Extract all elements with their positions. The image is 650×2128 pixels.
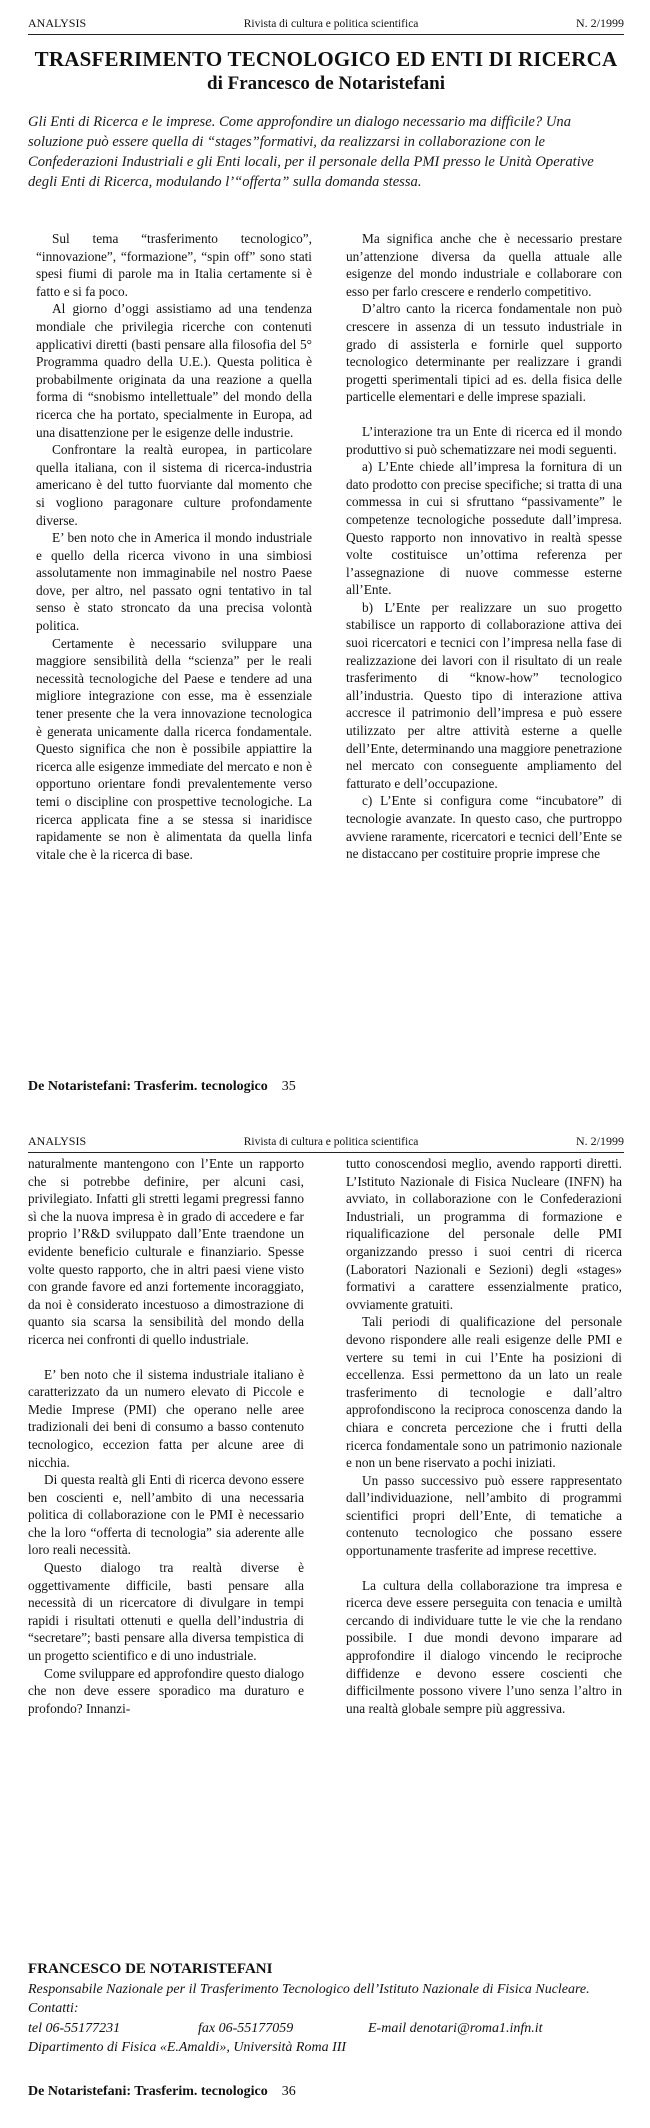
running-header [28,16,624,35]
body-columns [28,1155,622,1717]
paragraph: Questo dialogo tra realtà diverse è oggettivamente difficile, basti pensare alla necessità di un ricercatore di divulgare in tempi rapidi i risultati ottenuti e quella dell’industria di “secretare”; basti pensare alla diversa tempistica di un progetto scientifico e di uno industriale. [28,1560,304,1664]
issue-number: N. 2/1999 [575,16,624,30]
issue-number: N. 2/1999 [575,1134,624,1148]
paragraph: Un passo successivo può essere rappresentato dall’individuazione, nell’ambito di programmi scientifici propri dell’Ente, di tematiche a contenuto tecnologico che possano essere opportunamente trasferite ad imprese recettive. [346,1472,622,1559]
right-column [346,1155,622,1717]
page-footer [28,1079,296,1095]
paragraph: Ma significa anche che è necessario prestare un’attenzione diversa da quella attuale alle esigenze del mondo industriale e collaborare con esso per farlo crescere e renderlo competitivo. [346,231,622,299]
paragraph: E’ ben noto che il sistema industriale italiano è caratterizzato da un numero elevato di Piccole e Medie Imprese (PMI) che operano nelle aree tradizionali dei beni di consumo a basso contenuto tecnologico, eccezion fatta per alcune aree di nicchia. [28,1366,304,1470]
footer-label: De Notaristefani: Trasferim. tecnologico [28,1079,268,1094]
paragraph: Al giorno d’oggi assistiamo ad una tendenza mondiale che privilegia ricerche con contenuti applicativi diretti (basti pensare alla filosofia del 5° Programma quadro della U.E.). Questa politica è probabilmente originata da una reazione a quella forma di “snobismo intellettuale” del mondo della ricerca che ha portato, specialmente in Europa, ad una disattenzione per le esigenze delle industrie. [36,301,312,440]
fax-number: fax 06-55177059 [198,2020,294,2036]
paragraph: tutto conoscendosi meglio, avendo rapporti diretti. L’Istituto Nazionale di Fisica Nucleare (INFN) ha avviato, in collaborazione con le Confederazioni Industriali, un programma di formazione e riqualificazione del personale delle PMI organizzando presso i suoi centri di ricerca (Laboratori Nazionali e Sezioni) degli «stages» formativi a carattere essenzialmente pratico, ovviamente gratuiti. [346,1156,622,1312]
paragraph: naturalmente mantengono con l’Ente un rapporto che si potrebbe definire, per alcuni casi, privilegiato. Infatti gli stretti legami pregressi fanno sì che la nuova impresa è in grado di accedere e far proprio l’R&D sviluppato dall’Ente traendone un evidente beneficio culturale e finanziario. Spesse volte questo rapporto, che in altri paesi viene visto con grande favore ed anzi fortemente incoraggiato, da noi è considerato incestuoso a dimostrazione di quanto sia scarsa la sensibilità del mondo della ricerca nei confronti di quello industriale. [28,1156,304,1347]
contacts-row [28,2019,624,2039]
paragraph: Confrontare la realtà europea, in particolare quella italiana, con il sistema di ricerca-industria americano è del tutto fuorviante dal momento che si vogliono paragonare culture profondamente diverse. [36,442,312,528]
journal-name: ANALYSIS [28,1134,87,1148]
author-info [28,1960,624,2058]
running-header [28,1134,624,1153]
journal-page-35 [28,16,624,1116]
page-number: 35 [281,1079,296,1094]
body-columns [36,230,622,863]
author-role: Responsabile Nazionale per il Trasferimento Tecnologico dell’Istituto Nazionale di Fisica Nucleare. [28,1981,590,1997]
left-column [28,1155,304,1717]
paragraph: Di questa realtà gli Enti di ricerca devono essere ben coscienti e, nell’ambito di una necessaria politica di collaborazione con le PMI è necessario che la loro “offerta di tecnologia” sia aderente alle loro reali necessità. [28,1472,304,1558]
list-item: c) L’Ente si configura come “incubatore” di tecnologie avanzate. In questo caso, che purtroppo avviene raramente, ricercatori e tecnici dell’Ente se ne distaccano per costituire proprie imprese che [346,793,622,862]
page-number: 36 [281,2084,296,2099]
journal-subtitle: Rivista di cultura e politica scientifica [243,18,419,30]
paragraph: Tali periodi di qualificazione del personale devono rispondere alle reali esigenze delle PMI e vertere su temi in cui l’Ente ha posizioni di eccellenza. Essi permettono da un lato un reale trasferimento di tecnologie e dall’altro approfondiscono la reciproca conoscenza dando la chiara e concreta percezione che i frutti della ricerca fondamentale sono un patrimonio nazionale e non un bene riservato a pochi iniziati. [346,1314,622,1471]
article-title: TRASFERIMENTO TECNOLOGICO ED ENTI DI RICERCA [34,47,618,71]
paragraph: La cultura della collaborazione tra impresa e ricerca deve essere perseguita con tenacia e umiltà cercando di individuare tutte le vie che la rendano possibile. I due mondi devono imparare ad approfondire il dialogo vincendo le reciproche diffidenze e devono essere coscienti che difficilmente possono vivere l’uno senza l’altro in una realtà globale sempre più aggressiva. [346,1577,622,1716]
paragraph: Come sviluppare ed approfondire questo dialogo che non deve essere sporadico ma duraturo e profondo? Innanzi- [28,1665,304,1716]
paragraph: L’interazione tra un Ente di ricerca ed il mondo produttivo si può schematizzare nei modi seguenti. [346,423,622,457]
article-title-block [28,47,624,96]
footer-label: De Notaristefani: Trasferim. tecnologico [28,2084,268,2099]
author-name: FRANCESCO DE NOTARISTEFANI [28,1961,273,1977]
paragraph: Sul tema “trasferimento tecnologico”, “innovazione”, “formazione”, “spin off” sono stati spesi fiumi di parole ma in Italia certamente si è fatto e si fa poco. [36,231,312,299]
list-item: a) L’Ente chiede all’impresa la fornitura di un dato prodotto con precise specifiche; si tratta di una commessa in cui si sfruttano “passivamente” le competenze tecnologiche possedute dall’impresa. Questo rapporto non innovativo in realtà spesse volte costituisce un’ottima referenza per l’assegnazione di nuove commesse esterne all’Ente. [346,459,622,598]
phone-number: tel 06-55177231 [28,2020,121,2036]
article-abstract: Gli Enti di Ricerca e le imprese. Come approfondire un dialogo necessario ma difficile? Una soluzione può essere quella di “stages”formativi, da realizzarsi in collaborazione con le Confederazioni Industriali e gli Enti locali, per il personale della PMI presso le Unità Operative degli Enti di Ricerca, modulando l’“offerta” sulla domanda stessa. [28,114,594,190]
journal-page-36 [28,1134,624,2114]
journal-name: ANALYSIS [28,16,87,30]
page-footer [28,2084,296,2100]
right-column [346,230,622,863]
author-affiliation: Dipartimento di Fisica «E.Amaldi», Università Roma III [28,2040,347,2055]
paragraph: E’ ben noto che in America il mondo industriale e quello della ricerca vivono in una simbiosi assolutamente non immaginabile nel nostro Paese dove, per altro, nel passato ogni tentativo in tal senso è stato stroncato da una precisa volontà politica. [36,530,312,634]
email-address: E-mail denotari@roma1.infn.it [368,2020,543,2036]
left-column [36,230,312,863]
contacts-label: Contatti: [28,2001,79,2016]
paragraph: Certamente è necessario sviluppare una maggiore sensibilità della “scienza” per le reali necessità tecnologiche del Paese e tendere ad una migliore integrazione con esse, ma è essenziale tener presente che la vera innovazione tecnologica è generata unicamente dalla ricerca fondamentale. Questo significa che non è possibile appiattire la ricerca alle esigenze immediate del mercato e non è opportuno orientare fondi prevalentemente verso temi o discipline con prospettive tecnologiche. La ricerca applicata fine a se stessa si inaridisce rapidamente se non è alimentata da quella linfa vitale che è la ricerca di base. [36,635,312,862]
paragraph: D’altro canto la ricerca fondamentale non può crescere in assenza di un tessuto industriale in grado di assisterla e fornirle quel supporto tecnologico determinante per realizzare i grandi progetti sperimentali tipici ad es. della fisica delle particelle elementari e delle imprese spaziali. [346,301,622,405]
list-item: b) L’Ente per realizzare un suo progetto stabilisce un rapporto di collaborazione attiva dei suoi ricercatori e tecnici con l’impresa nella fase di realizzazione dei lavori con il risultato di un reale trasferimento di “know-how” tecnologico all’industria. Questo tipo di interazione attiva accresce il patrimonio dell’impresa e può essere utilizzato per altre attività esterne a quelle dell’Ente, determinando una maggiore penetrazione nel mercato con conseguente ampliamento del fatturato e dell’occupazione. [346,599,622,791]
journal-subtitle: Rivista di cultura e politica scientifica [243,1136,419,1148]
article-byline: di Francesco de Notaristefani [207,73,445,94]
